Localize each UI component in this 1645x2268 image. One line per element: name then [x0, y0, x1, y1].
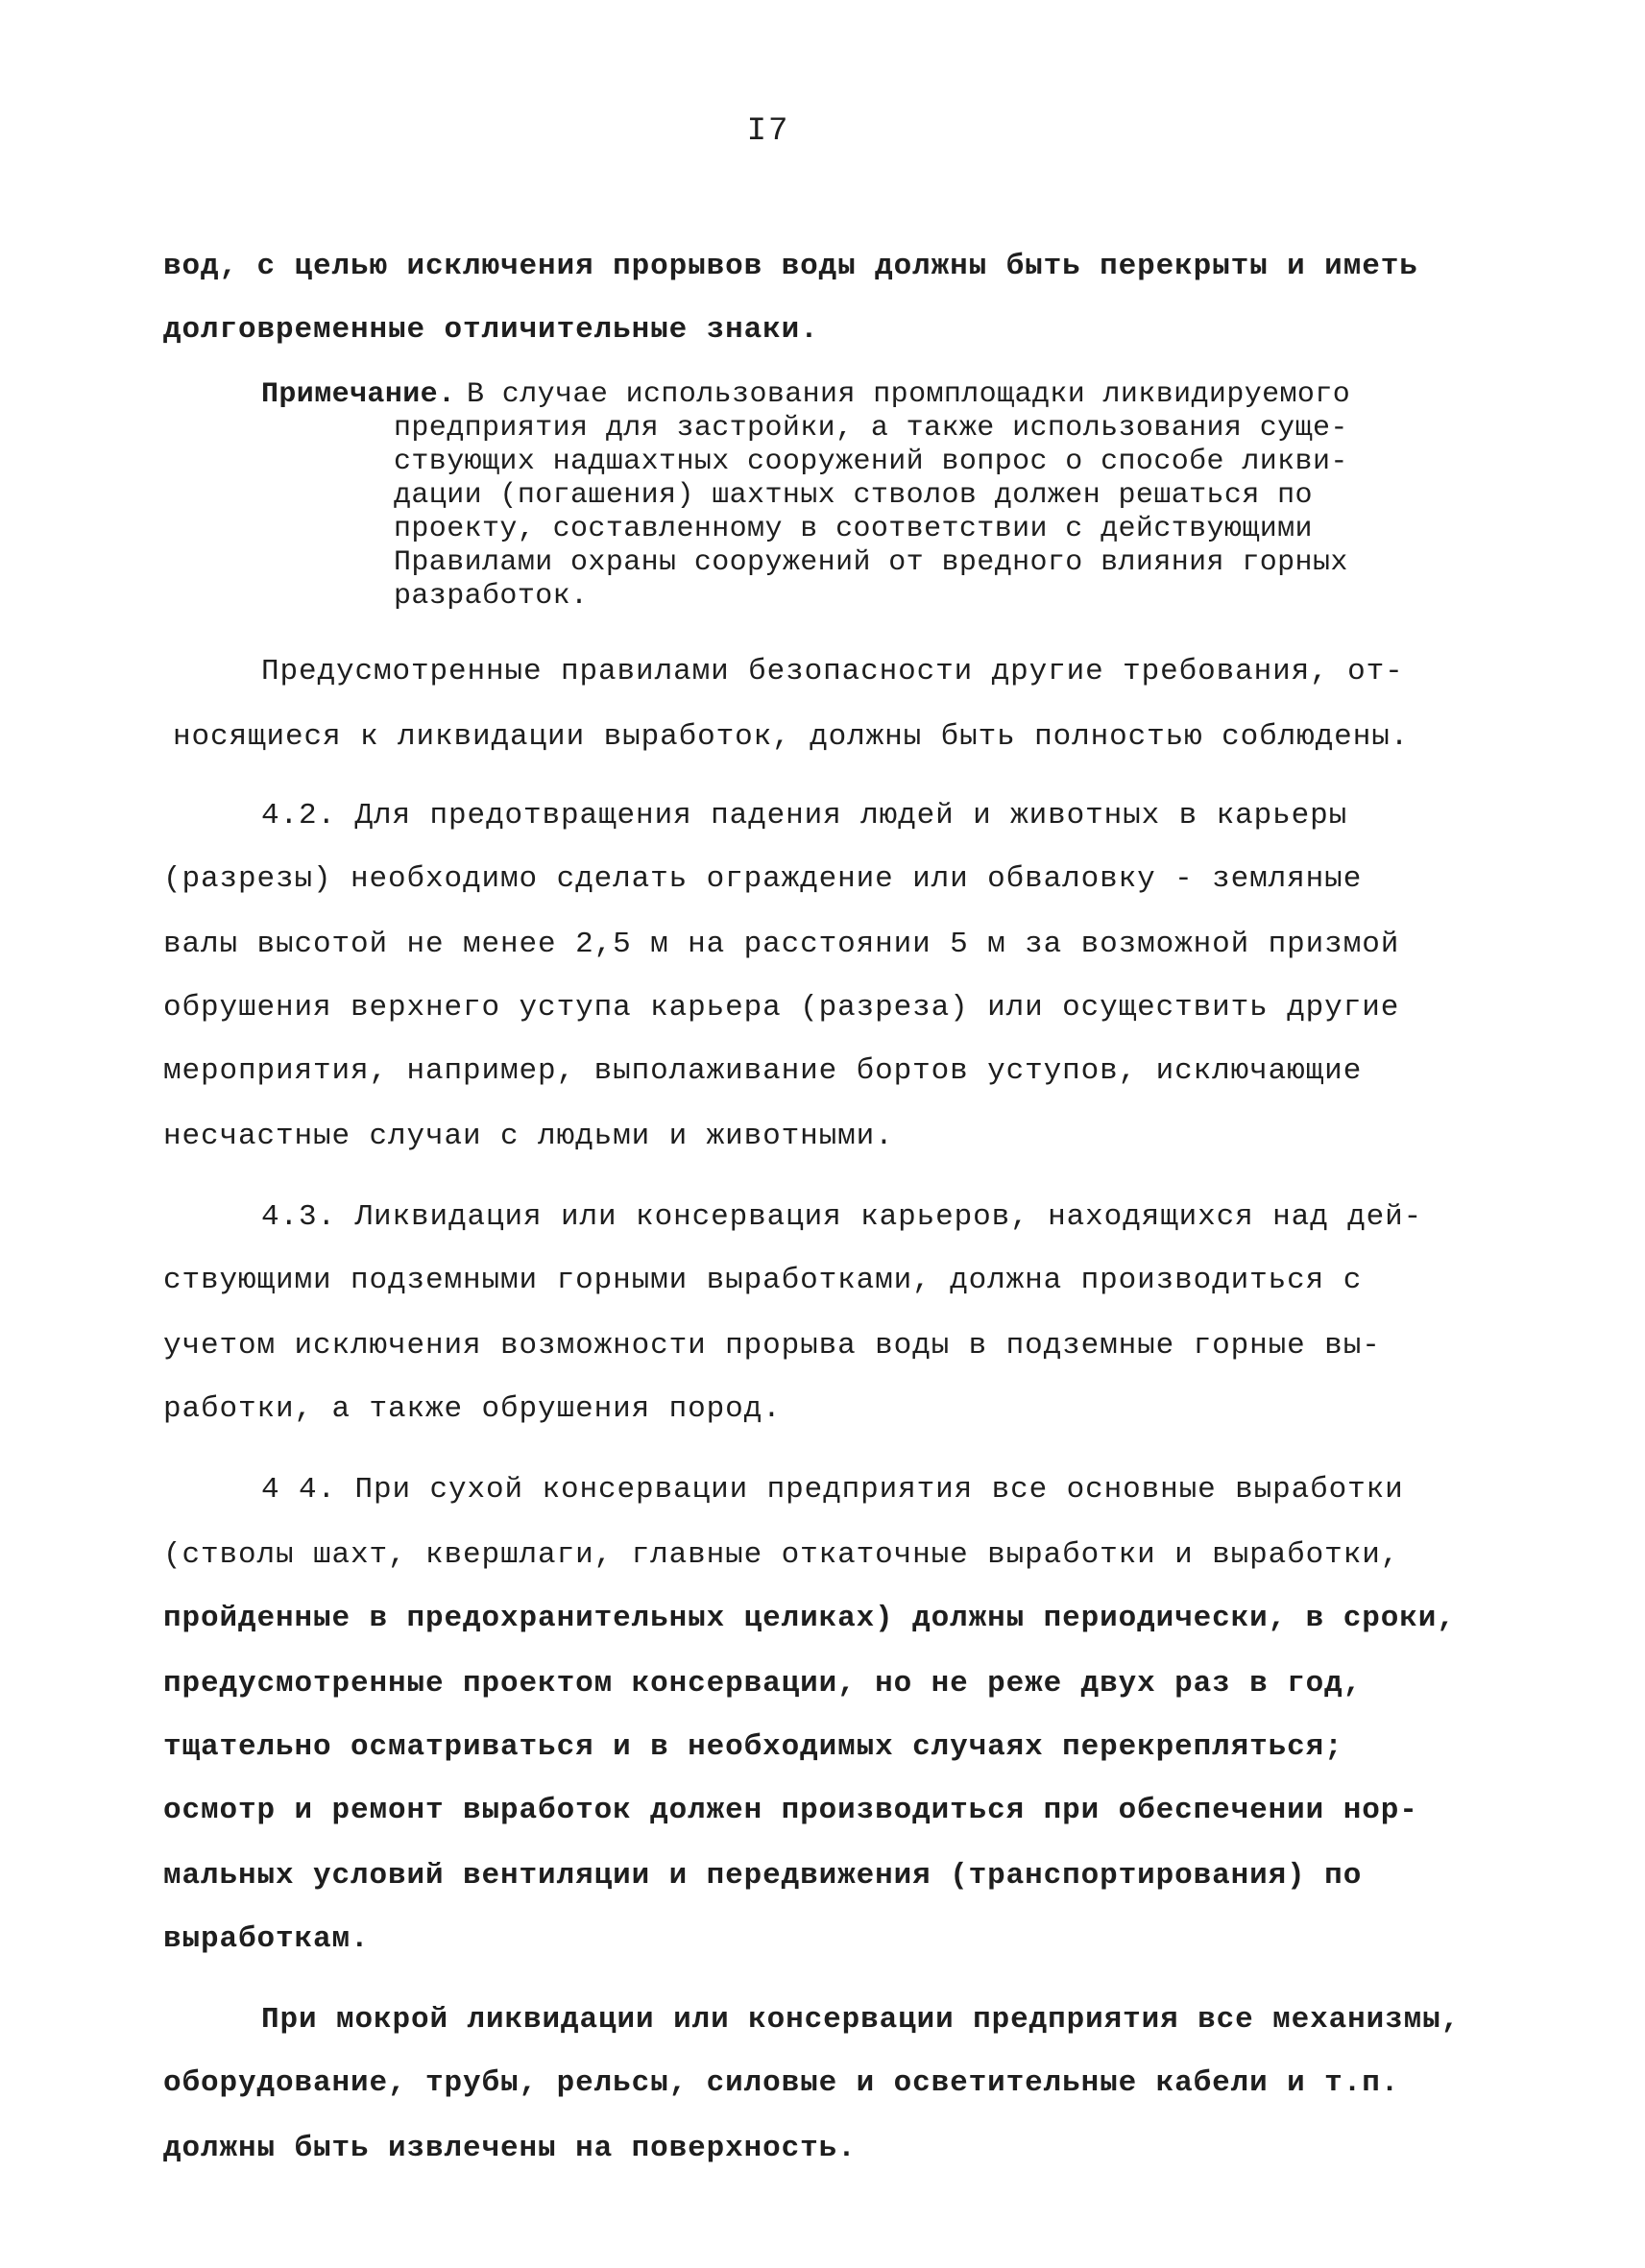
- note-line: дации (погашения) шахтных стволов должен решаться по: [394, 479, 1313, 512]
- section-4-3-line: 4.3. Ликвидация или консервация карьеров, находящихся над дей-: [261, 1200, 1423, 1234]
- text-line: работки, а также обрушения пород.: [163, 1392, 782, 1426]
- text-line: тщательно осматриваться и в необходимых случаях перекрепляться;: [163, 1730, 1343, 1764]
- text-line: долговременные отличительные знаки.: [163, 313, 819, 347]
- text-line: валы высотой не менее 2,5 м на расстоянии 5 м за возможной призмой: [163, 928, 1400, 961]
- note-label: Примечание.: [261, 378, 456, 411]
- text-line: При мокрой ликвидации или консервации предприятия все механизмы,: [261, 2003, 1461, 2037]
- note-line: Правилами охраны сооружений от вредного влияния горных: [394, 546, 1348, 579]
- text-line: мероприятия, например, выполаживание бортов уступов, исключающие: [163, 1054, 1363, 1088]
- note-line: разработок.: [394, 580, 589, 613]
- text-line: ствующими подземными горными выработками, должна производиться с: [163, 1264, 1363, 1297]
- text-line: должны быть извлечены на поверхность.: [163, 2132, 857, 2165]
- text-line: Предусмотренные правилами безопасности другие требования, от-: [261, 655, 1404, 688]
- text-line: пройденные в предохранительных целиках) должны периодически, в сроки,: [163, 1602, 1456, 1635]
- section-4-2-line: 4.2. Для предотвращения падения людей и животных в карьеры: [261, 799, 1348, 832]
- note-line: предприятия для застройки, а также использования суще-: [394, 412, 1348, 445]
- note-line: проекту, составленному в соответствии с действующими: [394, 513, 1313, 545]
- text-line: выработкам.: [163, 1922, 370, 1956]
- text-line: носящиеся к ликвидации выработок, должны быть полностью соблюдены.: [173, 720, 1410, 754]
- text-line: (стволы шахт, квершлаги, главные откаточные выработки и выработки,: [163, 1538, 1400, 1572]
- text-line: вод, с целью исключения прорывов воды должны быть перекрыты и иметь: [163, 250, 1418, 283]
- text-line: обрушения верхнего уступа карьера (разреза) или осуществить другие: [163, 991, 1400, 1025]
- text-line: учетом исключения возможности прорыва воды в подземные горные вы-: [163, 1329, 1381, 1363]
- section-4-4-line: 4 4. При сухой консервации предприятия все основные выработки: [261, 1473, 1404, 1507]
- text-line: предусмотренные проектом консервации, но не реже двух раз в год,: [163, 1667, 1363, 1701]
- text-line: (разрезы) необходимо сделать ограждение или обваловку - земляные: [163, 862, 1363, 896]
- note-line: В случае использования промплощадки ликвидируемого: [467, 378, 1351, 411]
- page-number: I7: [746, 113, 790, 150]
- text-line: несчастные случаи с людьми и животными.: [163, 1120, 894, 1153]
- note-line: ствующих надшахтных сооружений вопрос о способе ликви-: [394, 446, 1348, 478]
- text-line: мальных условий вентиляции и передвижения (транспортирования) по: [163, 1859, 1363, 1893]
- text-line: оборудование, трубы, рельсы, силовые и осветительные кабели и т.п.: [163, 2066, 1400, 2100]
- text-line: осмотр и ремонт выработок должен производиться при обеспечении нор-: [163, 1794, 1418, 1827]
